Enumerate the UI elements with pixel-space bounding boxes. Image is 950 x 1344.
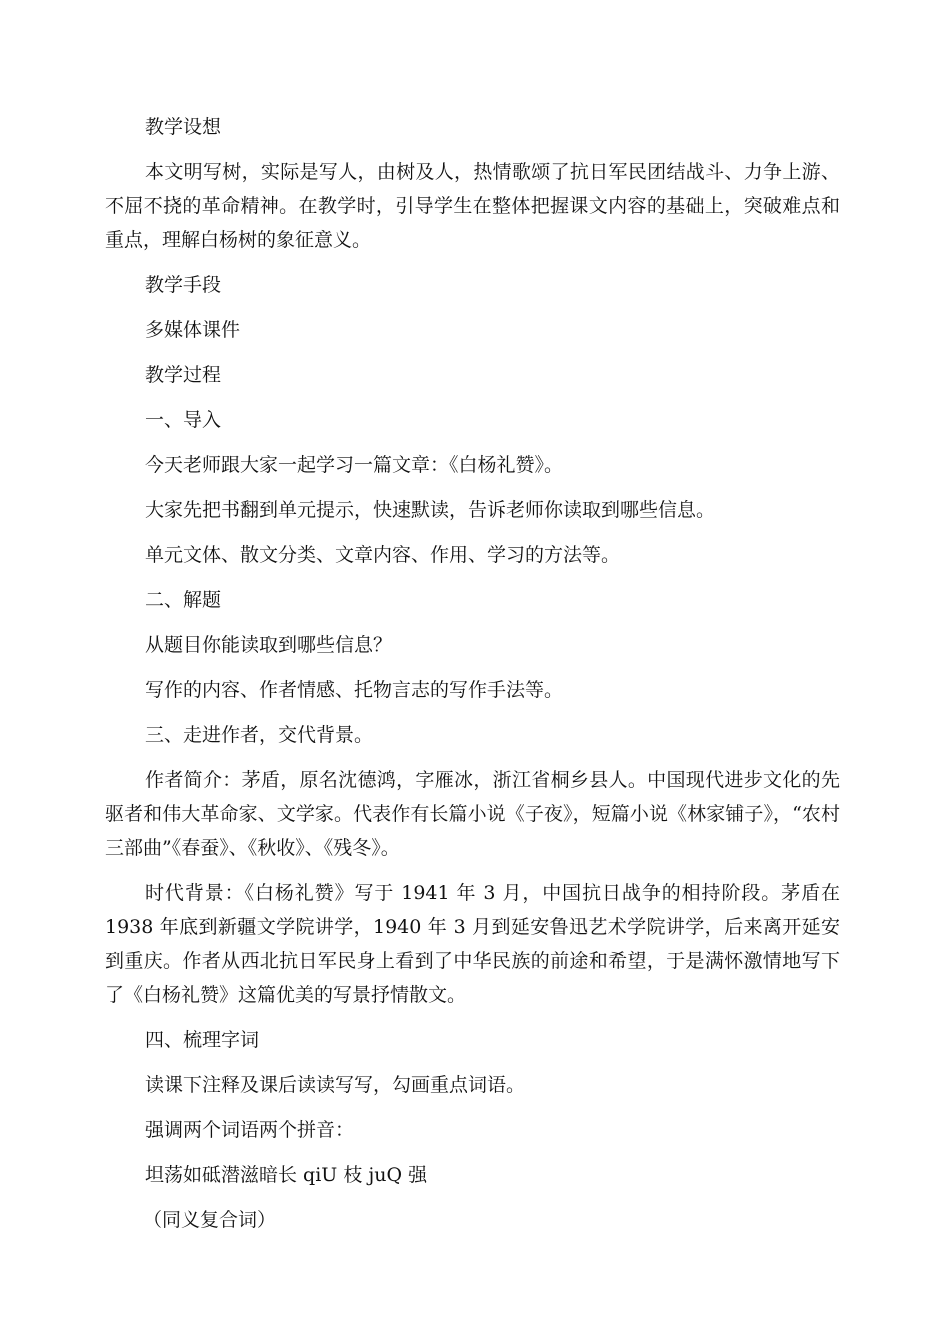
- paragraph-title-1: 从题目你能读取到哪些信息？: [145, 634, 393, 656]
- paragraph-intro-3: 单元文体、散文分类、文章内容、作用、学习的方法等。: [145, 544, 621, 566]
- paragraph-teaching-idea: 本文明写树，实际是写人，由树及人，热情歌颂了抗日军民团结战斗、力争上游、不屈不挠的革命精神。在教学时，引导学生在整体把握课文内容的基础上，突破难点和重点，理解白杨树的象征意义。: [105, 161, 840, 251]
- paragraph-teaching-means: 多媒体课件: [145, 319, 241, 341]
- heading-section-author: 三、走进作者，交代背景。: [145, 724, 374, 746]
- paragraph-intro-1: 今天老师跟大家一起学习一篇文章：《白杨礼赞》。: [145, 454, 564, 476]
- paragraph-title-2: 写作的内容、作者情感、托物言志的写作手法等。: [145, 679, 564, 701]
- paragraph-vocab-2: 强调两个词语两个拼音：: [145, 1119, 355, 1141]
- heading-section-intro: 一、导入: [145, 409, 222, 431]
- heading-section-title: 二、解题: [145, 589, 222, 611]
- paragraph-intro-2: 大家先把书翻到单元提示，快速默读，告诉老师你读取到哪些信息。: [145, 499, 716, 521]
- document-body: [105, 110, 840, 1248]
- paragraph-vocab-1: 读课下注释及课后读读写写，勾画重点词语。: [145, 1074, 526, 1096]
- heading-teaching-idea: 教学设想: [145, 116, 222, 138]
- heading-section-vocab: 四、梳理字词: [145, 1029, 260, 1051]
- paragraph-vocab-3: 坦荡如砥潜滋暗长 qiU 枝 juQ 强: [145, 1164, 428, 1186]
- heading-teaching-process: 教学过程: [145, 364, 222, 386]
- paragraph-vocab-note: （同义复合词）: [143, 1209, 277, 1231]
- paragraph-author-bio: 作者简介：茅盾，原名沈德鸿，字雁冰，浙江省桐乡县人。中国现代进步文化的先驱者和伟大革命家、文学家。代表作有长篇小说《子夜》，短篇小说《林家铺子》，“农村三部曲”《春蚕》、《秋收》、《残冬》。: [105, 769, 840, 859]
- paragraph-background: 时代背景：《白杨礼赞》写于 1941 年 3 月，中国抗日战争的相持阶段。茅盾在 1938 年底到新疆文学院讲学，1940 年 3 月到延安鲁迅艺术学院讲学，后来离开延安到重庆。作者从西北抗日军民身上看到了中华民族的前途和希望，于是满怀激情地写下了《白杨礼赞》这篇优美的写景抒情散文。: [105, 882, 840, 1006]
- heading-teaching-means: 教学手段: [145, 274, 222, 296]
